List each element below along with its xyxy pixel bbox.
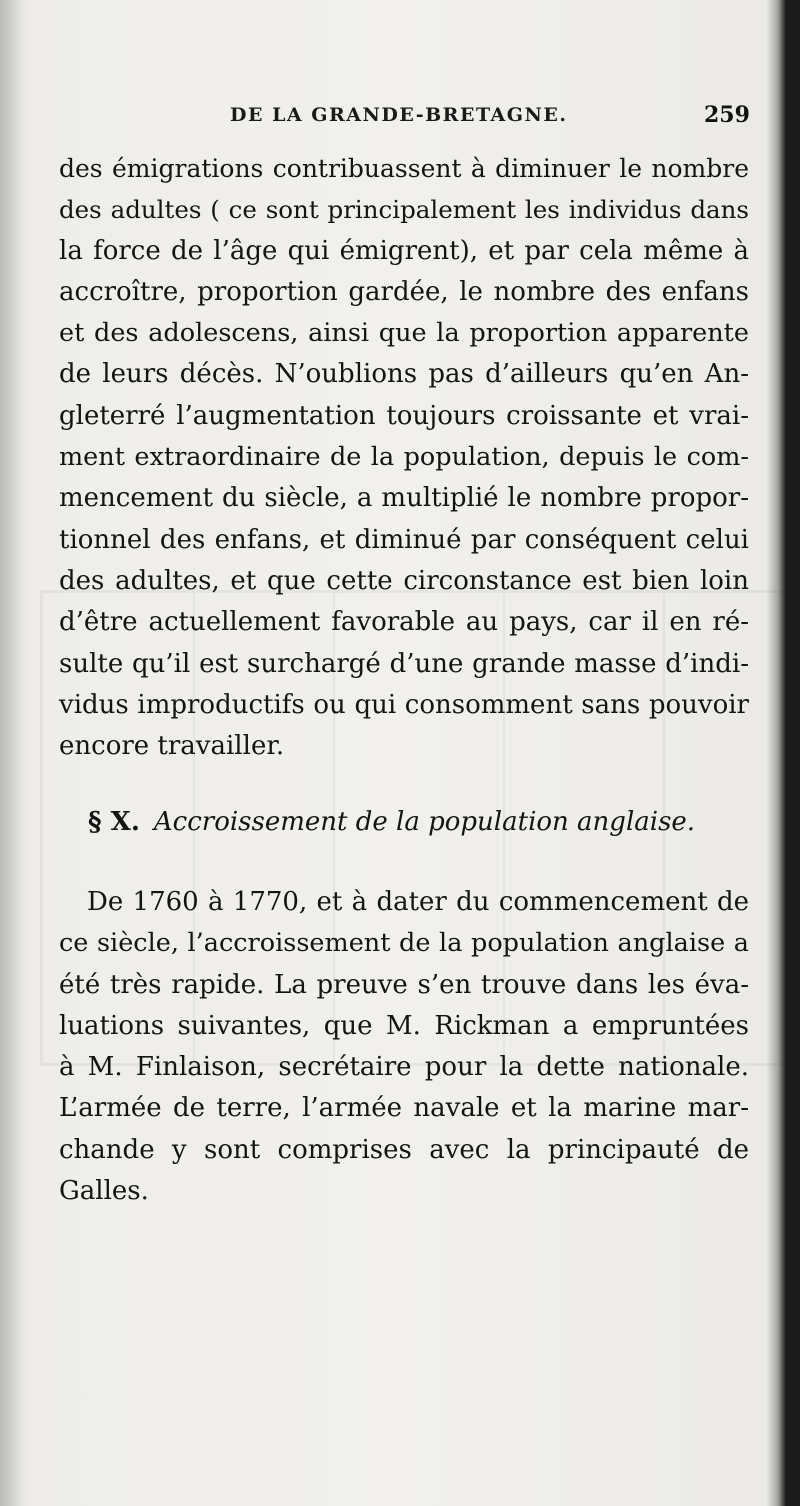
text-line: luations suivantes, que M. Rickman a empruntées (59, 1010, 749, 1041)
text-line: De 1760 à 1770, et à dater du commencement de (87, 887, 749, 917)
text-line: tionnel des enfans, et diminué par conséquent celui (59, 524, 749, 555)
page-number: 259 (704, 102, 750, 128)
section-title: Accroissement de la population anglaise. (153, 807, 696, 837)
paragraph-2 (59, 882, 749, 1212)
text-line: L’armée de terre, l’armée navale et la marine mar- (59, 1093, 749, 1124)
text-line: vidus improductifs ou qui consomment sans pouvoir (59, 689, 749, 720)
text-line: ce siècle, l’accroissement de la population anglaise a (59, 928, 749, 959)
text-line: des adultes, et que cette circonstance est bien loin (59, 565, 749, 596)
text-line: et des adolescens, ainsi que la proportion apparente (59, 318, 749, 349)
text-line: chande y sont comprises avec la principauté de (59, 1134, 749, 1165)
text-line: des adultes ( ce sont principalement les individus dans (59, 195, 749, 225)
text-line: gleterré l’augmentation toujours croissante et vrai- (59, 400, 749, 431)
text-line: Galles. (59, 1176, 149, 1207)
text-line: des émigrations contribuassent à diminuer le nombre (59, 154, 749, 183)
text-line: accroître, proportion gardée, le nombre des enfans (59, 276, 749, 307)
text-line: la force de l’âge qui émigrent), et par cela même à (59, 235, 749, 266)
page-left-edge (0, 0, 22, 1506)
text-line: d’être actuellement favorable au pays, car il en ré- (59, 607, 749, 638)
section-number: § X. (88, 807, 140, 837)
section-heading (88, 802, 728, 842)
text-line: sulte qu’il est surchargé d’une grande masse d’indi- (59, 648, 749, 679)
text-line: de leurs décès. N’oublions pas d’ailleurs qu’en An- (59, 359, 749, 390)
page-right-edge (766, 0, 800, 1506)
text-line: à M. Finlaison, secrétaire pour la dette nationale. (59, 1052, 749, 1083)
text-line: été très rapide. La preuve s’en trouve dans les éva- (59, 969, 749, 1000)
text-line: encore travailler. (59, 731, 285, 762)
text-line: ment extraordinaire de la population, depuis le com- (59, 442, 749, 473)
page-header (0, 98, 800, 138)
running-title: DE LA GRANDE-BRETAGNE. (230, 104, 568, 126)
paragraph-1 (59, 148, 749, 767)
text-line: mencement du siècle, a multiplié le nombre propor- (59, 483, 749, 514)
